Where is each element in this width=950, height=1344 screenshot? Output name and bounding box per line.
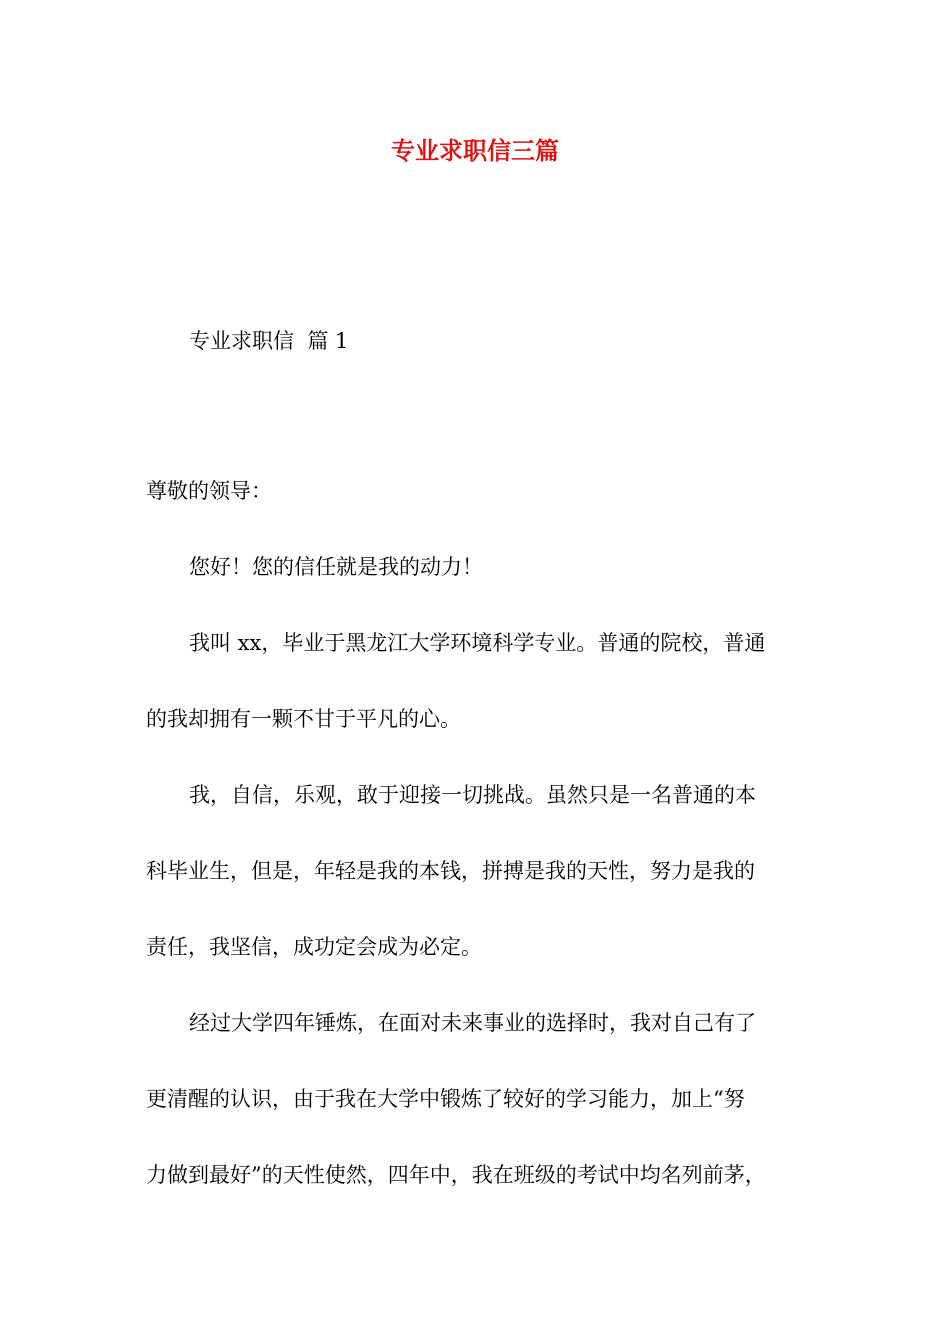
document-title: 专业求职信三篇 xyxy=(391,137,559,165)
letter-line: 我叫 xx，毕业于黑龙江大学环境科学专业。普通的院校，普通 xyxy=(189,631,766,655)
letter-line: 尊敬的领导： xyxy=(146,479,272,503)
letter-line: 更清醒的认识，由于我在大学中锻炼了较好的学习能力，加上“努 xyxy=(146,1087,745,1111)
letter-line: 您好！您的信任就是我的动力！ xyxy=(189,555,483,579)
letter-line: 力做到最好”的天性使然，四年中，我在班级的考试中均名列前茅， xyxy=(146,1163,766,1187)
section-heading: 专业求职信 篇 1 xyxy=(189,329,349,353)
letter-line: 责任，我坚信，成功定会成为必定。 xyxy=(146,935,482,959)
letter-line: 经过大学四年锤炼，在面对未来事业的选择时，我对自己有了 xyxy=(189,1011,756,1035)
letter-line: 的我却拥有一颗不甘于平凡的心。 xyxy=(146,707,461,731)
letter-line: 我，自信，乐观，敢于迎接一切挑战。虽然只是一名普通的本 xyxy=(189,783,756,807)
letter-line: 科毕业生，但是，年轻是我的本钱，拼搏是我的天性，努力是我的 xyxy=(146,859,755,883)
letter-body xyxy=(146,476,810,1236)
